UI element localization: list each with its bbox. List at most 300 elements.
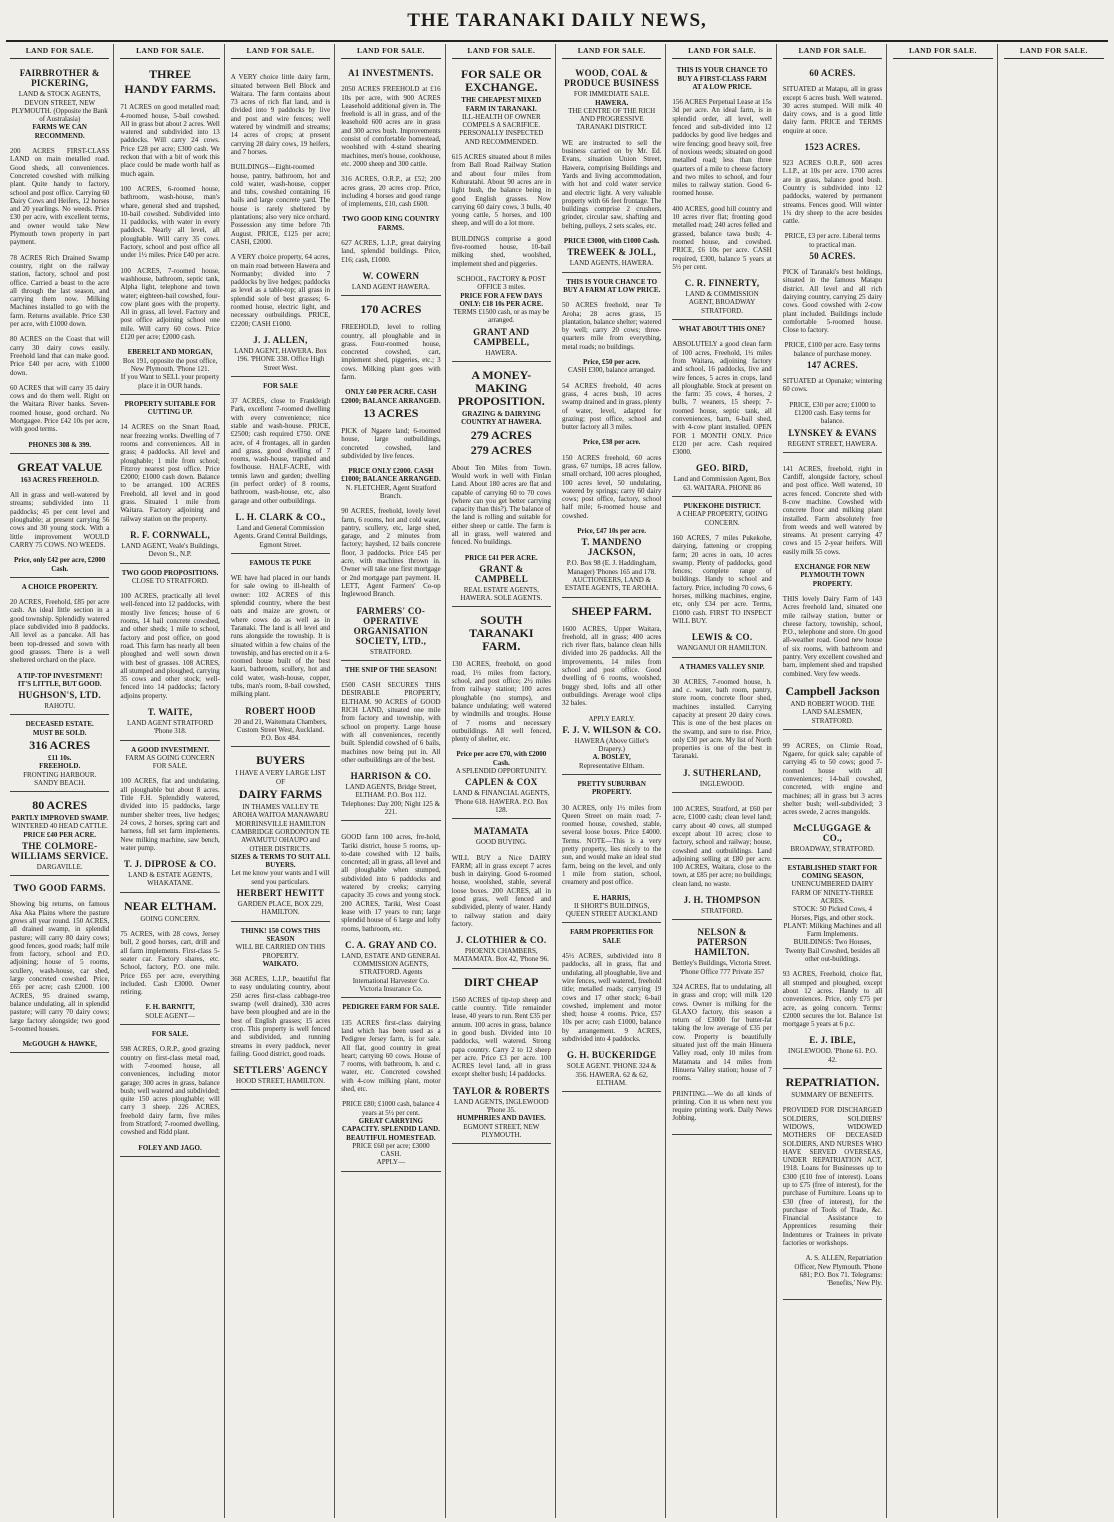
ad-headline: 170 ACRES xyxy=(360,302,422,317)
column-header: LAND FOR SALE. xyxy=(672,44,771,59)
column-7 xyxy=(668,44,776,1518)
ad-repatriation xyxy=(783,1071,882,1300)
firm-name: T. WAITE, xyxy=(147,707,193,717)
ad-your-chance xyxy=(562,275,661,598)
ad-body: A VERY choice little dairy farm, situated between Bell Block and Waitara. The farm contains about 73 acres of rich flat land, and is divided into 9 paddocks by live and post and wire fences; well watered by windmill and streams; 14 acres of crops; at present carrying 28 dairy cows, 19 heifers, and 7 horses. xyxy=(230,73,331,156)
ad-note: APPLY EARLY. xyxy=(588,714,635,723)
ad-headline: SOUTH TARANAKI FARM. xyxy=(469,613,534,654)
ad-heading: WHAT ABOUT THIS ONE? xyxy=(678,325,766,334)
ad-body: 90 ACRES, freehold, lovely level farm, 6 rooms, hot and cold water, pantry, scullery, etc, large shed, garage, and 2 minutes from factory; hayshed, 12 bails concrete floor, 3 paddocks. Price £45 per acre, with machines thrown in. Owner will take one first mortgage or 2nd mortgage part payment. H. LETT, Agent Farmers' Co-op Inglewood Branch. xyxy=(341,507,441,599)
firm-name: J. CLOTHIER & CO. xyxy=(456,935,547,946)
firm-name: LEWIS & CO. xyxy=(691,632,753,643)
ad-heading: EXCHANGE FOR NEW PLYMOUTH TOWN PROPERTY. xyxy=(794,563,871,588)
ad-body: 78 ACRES Rich Drained Swamp country, right on the railway station, factory, school and post office. Carried a beast to the acre all through the last season, and carrying them now. Milking Machines installed to go with the farm. Returns available. Price £30 per acre, with £1000 down. xyxy=(10,253,110,329)
ad-what-about xyxy=(672,322,771,497)
ad-subhead: FRONTING HARBOUR. xyxy=(23,770,97,779)
ad-subhead: FARM AS GOING CONCERN xyxy=(125,753,215,762)
ad-note: PLANT: Milking Machines and all Farm Implements. xyxy=(783,921,882,939)
ad-heading: FOR SALE xyxy=(263,381,298,390)
firm-sub: REGENT STREET, HAWERA. xyxy=(787,439,878,448)
ad-subhead: TWO GOOD KING COUNTRY FARMS. xyxy=(342,215,440,232)
firm-name: T. J. DIPROSE & CO. xyxy=(123,859,217,870)
ad-gray xyxy=(341,823,440,998)
ad-clark xyxy=(231,379,330,554)
firm-sub: 20 and 21, Waitemata Chambers, Custom Street West, Auckland. P.O. Box 484. xyxy=(234,717,327,743)
ad-headline: SHEEP FARM. xyxy=(571,603,652,618)
firm-name: HERBERT HEWITT xyxy=(236,888,325,899)
firm-sub: LAND AGENT, HAWERA. Box 196. 'PHONE 338. Office High Street West. xyxy=(234,346,327,372)
ad-body: WILL BUY a Nice DAIRY FARM; all in grass except 7 acres bush in dairying. Good 6-roomed house, woolshed, stable, several loose boxes. 200 ACRES, all in good grass, well fenced and subdivided, plenty of water. Handy to railway station and dairy factory. xyxy=(451,853,551,928)
ad-choice xyxy=(10,580,109,716)
firm-sub: WANGANUI OR HAMILTON. xyxy=(677,644,768,653)
column-9 xyxy=(889,44,997,1518)
ad-body: PICK of Ngaere land; 6-roomed house, large outbuildings, concreted cowshed, land subdivided by live fences. xyxy=(341,426,441,460)
ad-price: PRICE £3000, with £1000 Cash. xyxy=(563,237,660,246)
ad-note: APPLY— xyxy=(376,1158,406,1167)
firm-name: R. F. CORNWALL, xyxy=(130,529,211,540)
ad-nelson xyxy=(672,922,771,1134)
masthead-rule xyxy=(6,40,1108,42)
ad-subhead: UNENCUMBERED DAIRY FARM OF NINETY-THREE ACRES. xyxy=(791,880,874,905)
ad-heading: THIS IS YOUR CHANCE TO BUY A FARM AT LOW PRICE. xyxy=(563,277,661,294)
ad-money-making xyxy=(452,364,551,607)
ad-body: 923 ACRES O.R.P., 600 acres L.I.P., at 10s per acre. 1700 acres are in grass, balance good bush. Country is subdivided into 12 paddocks, watered by permanent streams. Fences good. Will winter 1¼ dry sheep to the acre besides cattle. xyxy=(782,159,883,226)
firm-name: G. H. BUCKERIDGE xyxy=(567,1050,657,1061)
ad-subhead: PERSONALLY INSPECTED AND RECOMMENDED. xyxy=(459,129,544,146)
ad-subhead: ILL-HEALTH OF OWNER COMPELS A SACRIFICE. xyxy=(461,112,541,130)
ad-heading: FOR SALE. xyxy=(151,1030,189,1039)
ad-heading: THE SNIP OF THE SEASON! xyxy=(344,665,437,674)
ad-low-price xyxy=(672,63,771,320)
column-3 xyxy=(227,44,335,1518)
firm-sub: STRATFORD. xyxy=(369,647,412,656)
firm-name: FOLEY AND JAGO. xyxy=(138,1143,202,1152)
ad-price: PRICE £41 PER ACRE. xyxy=(464,553,538,562)
firm-sub: LAND AGENTS, Bridge Street, ELTHAM. P.O. Box 112. Telephones: Day 200; Night 125 & 221. xyxy=(341,783,441,816)
firm-sub: RAHOTU. xyxy=(44,702,76,711)
ad-body: 316 ACRES, O.R.P., at £52; 200 acres grass, 20 acres crop. Price, including 4 horses and good range of implements, £10, cash £600. xyxy=(341,175,441,209)
ad-body: 100 ACRES, 6-roomed house, bathroom, wash-house, man's whare, general shed and trapshed, 10-bail cowshed. Subdivided into 11 paddocks, with water in every paddock. Nearly all level, all ploughable. Will carry 35 cows. Factory, school and post office all under 1½ miles. Price £40 per acre. xyxy=(120,184,220,260)
ad-heading: WOOD, COAL & PRODUCE BUSINESS xyxy=(564,68,660,89)
ad-headline: DIRT CHEAP xyxy=(464,974,539,989)
ad-note: BUILDINGS: Two Houses, Twenty Bail Cowshed, besides all other out-buildings. xyxy=(785,938,880,964)
ad-body: 60 ACRES that will carry 35 dairy cows and do them well. Right on the Waitara River banks. Seven-roomed house, good orchard. No Mortgagee. Price £42 10s per acre, with good terms. xyxy=(10,383,110,434)
firm-name: McCLUGGAGE & CO., xyxy=(793,823,872,844)
firm-sub: Land and General Commission Agents. Grand Central Buildings, Egmont Street. xyxy=(233,523,328,549)
ad-subhead: THE CENTRE OF THE RICH AND PROGRESSIVE TARANAKI DISTRICT. xyxy=(568,106,656,132)
ad-deceased-estate xyxy=(10,717,109,792)
ad-body: 130 ACRES, freehold, on good road, 1½ miles from factory, school, and post office; 2½ miles from railway station; 100 acres ploughable (no stumps), and balance undulating; well watered by windmills and troughs. House of 7 rooms and necessary outbuildings. All well fenced, plenty of shelter, etc. xyxy=(451,660,551,744)
ad-body: A VERY choice property, 64 acres, on main road between Hawera and Normanby; divided into 7 paddocks by live hedges; paddocks as level as a table-top; all grass in splendid sole of best grasses; 6-roomed house, electric light, and necessary outbuildings. PRICE, £2200; CASH £1000. xyxy=(230,253,331,328)
masthead-title: THE TARANAKI DAILY NEWS, xyxy=(407,10,707,31)
column-header: LAND FOR SALE. xyxy=(562,44,661,59)
ad-body: 30 ACRES, 7-roomed house, h. and c. water, bath room, pantry, store room, concrete floor shed, machines installed. Carrying capacity at present 20 dairy cows. This is one of the best places on the swamp, and sure to rise. Price, only £30 per acre. My list of North properties is one of the best in Taranaki. xyxy=(672,677,772,761)
ad-body: 99 ACRES, on Climie Road, Ngaere, for quick sale; capable of carrying 45 to 50 cows; good 7-roomed house with all conveniences; 14-bail cowshed, concreted, with engine and machines; all in grass but 3 acres shelter bush; well-subdivided; 3 acres swede, 2 acres mangolds. xyxy=(782,741,883,817)
ad-cutting-up xyxy=(120,397,219,564)
ad-near-eltham xyxy=(120,895,219,1025)
ad-body: WE have had placed in our hands for sale owing to ill-health of owner: 102 ACRES of this splendid country, where the best oats and maize are grown, or where cows do as well as in Taranaki. The land is all level and runs alongside the township. It is situated within a few chains of the township, and has erected on it a 6-roomed house built of the best kauri, bathroom, scullery, hot and cold water, wash-house, copper, tubs, man's room, 8-bail cowshed, milking plant. xyxy=(230,574,331,699)
ad-body: 1560 ACRES of tip-top sheep and cattle country. Title remainder lease, 40 years to run. Rent £35 per annum. 100 acres in grass, balance in good bush. Divided into 10 paddocks, well watered. Strong papa country. Carry 2 to 12 sheep per acre. Price £3 per acre. 100 ACRES level land, all in grass except shelter bush; 14 paddocks. xyxy=(451,995,551,1079)
ad-headline: NEAR ELTHAM. xyxy=(123,898,217,913)
ad-headline: HANDY FARMS. xyxy=(124,82,216,97)
ad-body: £500 CASH SECURES THIS DESIRABLE PROPERTY, ELTHAM. 90 ACRES of GOOD RICH LAND, situated one mile from factory and township, with school on property. Large house with all conveniences, recently built. Splendid cowshed of 6 bails, machines now being put in. All other outbuildings are of the best. xyxy=(341,681,441,764)
ad-heading: A GOOD INVESTMENT. xyxy=(131,745,210,754)
ad-allen xyxy=(231,63,330,377)
ad-body: 37 ACRES, close to Frankleigh Park, excellent 7-roomed dwelling with every convenience; nice stable and wash-house. PRICE, £2500; cash required £750. ONE acre, of 4 frontages, all in garden and grass, good dwelling of 7 rooms, wash-house, trapshed and fowlhouse. HALF-ACRE, with tennis lawn and garden; dwelling (in perfect order) of 8 rooms, bathroom, wash-house, etc, also garage and other outbuildings. xyxy=(230,397,331,505)
ad-price: Price, £50 per acre. xyxy=(582,358,641,367)
firm-sub: SOLE AGENT— xyxy=(145,1011,195,1020)
ad-established xyxy=(783,861,882,1069)
firm-sub: LAND & STOCK AGENTS, xyxy=(18,90,101,99)
ad-subhead: GRAZING & DAIRYING COUNTRY AT HAWERA. xyxy=(461,410,542,427)
firm-sub: Bettley's Buildings, Victoria Street. 'Phone Office 777 Private 357 xyxy=(672,959,772,976)
ad-note: CASH £300, balance arranged. xyxy=(568,366,656,375)
ad-subhead: A CHEAP PROPERTY, GOING CONCERN. xyxy=(676,510,768,527)
firm-name: GRANT AND CAMPBELL, xyxy=(473,326,530,347)
column-header: LAND FOR SALE. xyxy=(1004,44,1104,59)
ad-subhead: GOING CONCERN. xyxy=(140,914,200,923)
phones: PHONES 308 & 399. xyxy=(28,440,91,449)
ad-headline: 279 ACRES xyxy=(470,442,532,457)
ad-body: 400 ACRES, good hill country and 10 acres river flat; fronting good metalled road; 240 acres felled and grassed, balance tawa bush; 4-roomed house, and cowshed. PRICE, £6 10s per acre. CASH required, £300, balance 5 years at 5½ per cent. xyxy=(672,204,772,271)
ad-price: PRICE ONLY £2000. CASH £1000; BALANCE ARRANGED. xyxy=(341,467,441,484)
firm-name: F. J. V. WILSON & CO. xyxy=(562,724,662,735)
ad-heading: TWO GOOD PROPOSITIONS. xyxy=(121,568,219,577)
ad-subhead: SUMMARY OF BENEFITS. xyxy=(791,1091,874,1100)
ad-body: I HAVE A VERY LARGE LIST OF xyxy=(235,769,326,786)
ad-price: ONLY £40 PER ACRE. CASH £2000; BALANCE ARRANGED. xyxy=(341,388,441,405)
ad-heading: FAMOUS TE PUKE xyxy=(249,558,312,567)
ad-body: BUILDINGS—Eight-roomed house, pantry, bathroom, hot and cold water, wash-house, copper and tubs, cowshed containing 16 bails and large concrete yard. The house is rarely sheltered by plantations; also very nice orchard. Possession any time before 7th August. PRICE, £125 per acre; CASH, £2000. xyxy=(230,163,331,246)
column-header: LAND FOR SALE. xyxy=(10,44,109,59)
ad-body: PROVIDED FOR DISCHARGED SOLDIERS, SOLDIERS' WIDOWS, WIDOWED MOTHERS OF DECEASED SOLDIERS, AND NURSES WHO HAVE SERVED OVERSEAS, UNDER REPATRIATION ACT, 1918. Loans for Businesses up to £300 (£10 free of interest). Loans up to £75 (free of interest), for the purchase of Furniture. Loans up to £30 (free of interest), for the purchase of Tools of Trade, &c. Financial Assistance to Apprentices resuming their Indentures or Trainees in private factories or workshops. xyxy=(782,1106,883,1248)
ad-waikato xyxy=(231,924,330,1091)
firm-name: McGOUGH & HAWKE, xyxy=(22,1040,97,1049)
ad-body: All in grass and well-watered by streams; subdivided into 11 paddocks; 45 per cent level and ploughable; at present carrying 56 cows and 30 young stock. With a little improvement WOULD CARRY 75 COWS. NO WEEDS. xyxy=(10,491,110,549)
firm-sub: LAND AGENTS, HAWERA. xyxy=(569,259,654,268)
ad-body: 156 ACRES Perpetual Lease at 15s 3d per acre. An ideal farm, is in splendid order, all level, well fenced and sub-divided into 12 paddocks by good live hedges and wire fencing; good heavy soil, free of noxious weeds; situated on good metalled road; less than three quarters of a mile to cheese factory and two miles to school, and four miles to railway station. Good 6-roomed house. xyxy=(672,98,772,198)
ad-body: 75 ACRES, with 28 cows, Jersey bull, 2 good horses, cart, drill and all farm implements. First-class 5-seater car. Factory shares, etc. School, factory, P.O. one mile. Price £65 per acre, everything included. Cash £3000. Owner retiring. xyxy=(120,930,220,997)
firm-sub: HAWERA (Above Gillet's Drapery.) xyxy=(574,736,649,754)
firm-sub: STRATFORD. xyxy=(701,907,743,916)
ad-body: 160 ACRES, 7 miles Pukekohe, dairying, fattening or cropping farm; 20 acres in oats, 10 acres swamp. Plenty of paddocks, good fences; complete range of buildings. Handy to school and factory. Price, including 70 cows, 6 horses, milking machines, engine, etc, only £34 per acre. Terms, £1000 cash. FIRST TO INSPECT WILL BUY. xyxy=(672,533,772,625)
ad-price: PRICE, £3 per acre. Liberal terms to practical man. xyxy=(784,232,881,249)
firm-name: TREWEEK & JOLL, xyxy=(567,247,657,258)
firm-name: SETTLERS' AGENCY xyxy=(233,1065,328,1076)
ad-note: A. S. ALLEN, Repatriation Officer, New Plymouth. 'Phone 681; P.O. Box 71. Telegrams: 'Benefits,' New Ply. xyxy=(794,1254,883,1288)
ad-body: 150 ACRES freehold, 60 acres grass, 67 turnips, 18 acres fallow, small orchard, 100 acres ploughed, 100 acres level, 50 undulating, watered by springs; carry 60 dairy cows; post office, factory, school half mile; 6-roomed house and cowshed. xyxy=(562,453,662,520)
ad-price: PRICE £60 per acre; £3000 CASH. xyxy=(352,1141,430,1159)
ad-price: PRICE £80; £1000 cash, balance 4 years at 5½ per cent. xyxy=(342,1100,440,1117)
ad-body: GOOD farm 100 acres, fre-hold, Tariki district, house 5 rooms, up-to-date cowshed with 12 bails, concreted; all in grass, all level and all ploughable when stumped, subdivided into 6 paddocks and watered by creeks; carrying capacity 35 cows and young stock. 200 ACRES, Tariki, West Coast lease with 17 years to run; large splendid house of 6 large and lofty rooms, bathroom, etc. xyxy=(341,833,441,933)
ad-a1-investments xyxy=(341,63,440,296)
ad-body: 1600 ACRES, Upper Waitara, freehold, all in grass; 400 acres rich river flats, balance clean hills divided into 26 paddocks. All the improvements, 14 miles from school and post office. Good dwelling of 6 rooms, woolshed, buggy shed, lofts and all other outbuildings. Average wool clips 32 bales. xyxy=(562,624,662,708)
ad-body: About Ten Miles from Town. Would work in well with Finlan Land. About 180 acres are flat and capable of carrying 60 to 70 cows (where can you get better carrying capacity than this?). The balance of the land is rolling and suitable for either sheep or cattle. The farm is all in grass, well watered and fenced. No buildings. xyxy=(451,463,551,547)
ad-for-sale xyxy=(120,1027,219,1157)
ad-cardiff xyxy=(783,455,882,730)
ad-heading: ESTABLISHED START FOR COMING SEASON, xyxy=(787,863,878,881)
ad-body: BUILDINGS comprise a good five-roomed house, 10-bail milking shed, woolshed, implement shed and piggeries. xyxy=(451,234,551,268)
ad-price: Price, £38 per acre. xyxy=(582,438,641,447)
firm-sub: Land and Commission Agent, Box 63. WAITARA. PHONE 86 xyxy=(673,475,771,492)
ad-heading: THINK! 150 COWS THIS SEASON xyxy=(240,926,321,943)
firm-name: GEO. BIRD, xyxy=(695,463,749,474)
ad-body: 598 ACRES, O.R.P., good grazing country on first-class metal road, with 7-roomed house, all conveniences, including motor garage; 300 acres in grass, balance bush; well watered and subdivided; quite 150 acres ploughable; will carry 3 sheep. 226 ACRES, freehold dairy farm, five miles from Stratford; 7-roomed dwelling, cowshed and Ridd plant. xyxy=(120,1045,220,1137)
ad-thames-valley xyxy=(672,660,771,794)
firm-sub: HAWERA. xyxy=(485,348,518,357)
ad-body: THIS lovely Dairy Farm of 143 Acres freehold land, situated one mile railway station, butter or cheese factory, township, school, P.O., telephone and store. On good all-weather road. Good new house of six rooms, with bathroom and pantry. Very excellent cowshed and barn, implement shed and trapshed combined. Very few weeds. xyxy=(782,594,883,678)
ad-headline: THREE xyxy=(149,67,192,82)
column-header: LAND FOR SALE. xyxy=(452,44,551,59)
ad-headline: BUYERS xyxy=(256,753,305,768)
ad-subhead: FOR SALE. xyxy=(152,762,188,771)
firm-name: CAPLEN & COX xyxy=(464,777,538,788)
ad-subhead: SIZES & TERMS TO SUIT ALL BUYERS. xyxy=(230,852,331,870)
column-4 xyxy=(337,44,445,1518)
ad-subhead: FOR IMMEDIATE SALE. xyxy=(573,90,650,99)
ad-heading: PEDIGREE FARM FOR SALE. xyxy=(342,1003,440,1012)
ad-heading: 50 ACRES. xyxy=(809,251,856,262)
firm-sub: INGLEWOOD. xyxy=(699,779,745,788)
firm-name: Campbell Jackson xyxy=(785,683,880,698)
firm-sub: LAND AGENTS, INGLEWOOD 'Phone 35. xyxy=(453,1097,549,1115)
ad-body: 627 ACRES, L.I.P., great dairying land, splendid buildings. Price, £16; cash, £1000. xyxy=(341,239,441,264)
firm-name: FARMERS' CO-OPERATIVE ORGANISATION SOCIETY, LTD., xyxy=(353,605,429,646)
firm-name: J. SUTHERLAND, xyxy=(683,767,762,778)
ad-body: FREEHOLD, level to rolling country, all ploughable and in grass. Four-roomed house, concreted cowshed, cart, implement shed, piggeries, etc.; 3 cows. Milking plant goes with farm. xyxy=(341,323,441,382)
ad-price: Price, £47 10s per acre. xyxy=(577,527,647,536)
ad-60-acres xyxy=(783,63,882,453)
ad-headline: DAIRY FARMS xyxy=(238,787,323,802)
firm-sub: II SHORT'S BUILDINGS, QUEEN STREET AUCKLAND xyxy=(565,901,658,919)
ad-price: PRICE FOR A FEW DAYS ONLY: £18 10s PER ACRE. xyxy=(459,291,544,308)
ad-body: 30 ACRES, only 1½ miles from Queen Street on main road; 7-roomed house, cowshed, stable, several loose boxes. Price £4000. Terms. NOTE—This is a very pretty property, lies nicely to the sun, and would make an ideal stud farm, being on the level, and only 1 mile from station, school, creamery and post office. xyxy=(562,803,662,887)
firm-address: Box 191, opposite the post office, New Plymouth. 'Phone 121. xyxy=(122,356,218,373)
ad-te-puke xyxy=(231,556,330,748)
ad-body: 14 ACRES on the Smart Road, near freezing works. Dwelling of 7 rooms and conveniences. All in grass; 4 paddocks. All level and ploughable; 1 mile from school; Fitzroy nearest post office. Price £2000; £1000 cash down. Balance to be arranged. 100 ACRES Freehold, all level and in good grass. Situated 1 mile from Waitara. Factory adjoining and railway station on the property. xyxy=(120,423,220,523)
firm-name: GRANT & CAMPBELL xyxy=(474,563,528,584)
firm-sub: EGMONT STREET, NEW PLYMOUTH. xyxy=(463,1122,540,1139)
ad-body: 615 ACRES situated about 8 miles from Ball Road Railway Station and about four miles from Kohuratahi. About 90 acres are in light bush, the balance being in good English grasses. Now carrying 60 dairy cows, 3 bulls, 40 young cattle, 5 horses, and 100 sheep, and will do a lot more. xyxy=(451,153,551,228)
columns xyxy=(6,44,1108,1518)
column-header: LAND FOR SALE. xyxy=(783,44,882,59)
ad-headline: FOR SALE OR EXCHANGE. xyxy=(460,67,542,95)
firm-name: HARRISON & CO. xyxy=(350,771,432,782)
firm-name: E. HARRIS, xyxy=(593,893,631,902)
ad-heading: PRETTY SUBURBAN PROPERTY. xyxy=(577,780,646,797)
ad-body: 135 ACRES first-class dairying land which has been used as a Pedigree Jersey farm, is for sale. All flat, good country in great heart; carrying 60 cows. House of 7 rooms, with bathroom, h. and c. water, etc. Concreted cowshed with 4-cow milking plant, motor shed, etc. xyxy=(341,1018,441,1094)
column-header: LAND FOR SALE. xyxy=(341,44,440,59)
ad-good-investment xyxy=(120,743,219,893)
column-5 xyxy=(448,44,556,1518)
ad-headline: 279 ACRES xyxy=(470,427,532,442)
firm-name: ROBERT HOOD xyxy=(245,705,316,716)
firm-sub: GARDEN PLACE, BOX 229, HAMILTON. xyxy=(237,900,324,917)
ad-body: ABSOLUTELY a good clean farm of 100 acres, Freehold, 1½ miles from Waitara, adjoining factory and school, 16 paddocks, live and wire fences, 5 acres in crops, land all ploughable. Stock at present on the farm: 35 cows, 4 horses, 2 bulls, 7 weaners, 15 sheep; 7-roomed house, septic tank, all conveniences, barn, 6-bail shed, with 4-cow plant installed. OPEN FOR 1 MONTH ONLY. Price £120 per acre. Cash required £3000. xyxy=(672,340,772,457)
firm-address: DEVON STREET, NEW PLYMOUTH. (Opposite the Bank of Australasia) xyxy=(11,98,108,124)
ad-heading: 1523 ACRES. xyxy=(804,142,861,153)
ad-subhead: WILL BE CARRIED ON THIS PROPERTY. xyxy=(235,943,326,960)
firm-name: A. BOSLEY, xyxy=(592,753,631,762)
ad-south-taranaki xyxy=(452,609,551,819)
ad-snip xyxy=(341,663,440,821)
ad-headline: REPATRIATION. xyxy=(785,1075,880,1090)
firm-sub: LAND & COMMISSION AGENT, BROADWAY STRATFORD. xyxy=(685,290,759,315)
ad-subhead: FREEHOLD. xyxy=(39,762,81,771)
ad-tagline: A TIP-TOP INVESTMENT! IT'S LITTLE, BUT GOOD. xyxy=(17,671,103,688)
ad-price: Price per acre £70, with £2000 Cash. xyxy=(456,750,547,767)
ad-subhead: GREAT CARRYING CAPACITY. SPLENDID LAND. BEAUTIFUL HOMESTEAD. xyxy=(341,1116,440,1142)
ad-body: PICK of Taranaki's best holdings, situated in the famous Matapu district. All level and all rich dairying country, carrying 25 dairy cows. Good cowshed with 2-cow plant included. Buildings include comfortable 5-roomed house. Close to factory. xyxy=(782,268,883,335)
ad-body: 2050 ACRES FREEHOLD at £16 10s per acre, with 900 ACRES Leasehold additional given in. The freehold is all in grass, and of the leasehold 600 acres are in grass and 300 acres bush. Improvements consist of comfortable homestead, woolshed with 4-stand shearing machines, men's house, cookhouse, etc. 2000 sheep and 300 cattle. xyxy=(341,85,441,168)
ad-headline: GREAT VALUE xyxy=(17,459,103,474)
ad-body: 80 ACRES on the Coast that will carry 30 dairy cows easily. Freehold land that can make good. Price £40 per acre, with £1000 down. xyxy=(10,335,110,377)
ad-note: If you Want to SELL your property place it in OUR hands. xyxy=(120,373,220,390)
firm-sub: LAND & ESTATE AGENTS, WHAKATANE. xyxy=(128,871,212,888)
ad-body: 324 ACRES, flat to undulating, all in grass and crop; will milk 120 cows. Owner is milking for the GLAXO factory, this season a return of £3000 for butter-fat taking the low average of £35 per cow. Property is beautifully situated just off the main Hinuera Valley road, only 10 miles from Matamata and 14 miles from Hinuera Valley station; house of 7 rooms. xyxy=(672,982,772,1083)
ad-note: STOCK: 50 Picked Cows, 4 Horses, Pigs, and other stock. xyxy=(790,905,874,922)
ad-heading: A THAMES VALLEY SNIP. xyxy=(679,662,765,671)
ad-body: 100 ACRES, practically all level well-fenced into 12 paddocks, with mostly live fences; house of 6 rooms, 14 bail concrete cowshed, and other sheds; 1 mile to school, factory and post office, on good road. This farm has nearly all been ploughed and well sown down with best of grasses. 108 ACRES, all stumped and ploughed, carrying 35 cows and other stock; well-fenced into 14 paddocks; factory adjoins property. xyxy=(120,592,220,700)
ad-body: SITUATED at Opunake; wintering 60 cows. xyxy=(782,377,883,394)
ad-body: 100 ACRES, 7-roomed house, washhouse, bathroom, septic tank, Alpha light, telephone and town water; eighteen-bail cowshed, four-cow plant goes with the property. All in grass, all level. Factory and post office adjoining school one mile. Will carry 60 cows. Price £120 per acre; £2000 cash. xyxy=(120,266,220,342)
ad-body: 200 ACRES FIRST-CLASS LAND on main metalled road. Good sheds, all conveniences. Concreted cowshed with milking plant. Quite handy to factory, school and post office. Carrying 60 Dairy Cows and Heifers, 12 horses and 20 yearlings. No weeds. Price £30 per acre, with excellent terms, and owner would take New Plymouth town property in part payment. xyxy=(10,147,110,247)
ad-price: PRICE, £30 per acre; £1000 to £1200 cash. Easy terms for balance. xyxy=(789,400,876,426)
ad-body: 20 ACRES, Freehold, £85 per acre cash. An ideal little section in a good township. Splendidly watered place subdivided into 8 paddocks. All level as a pancake. All has been top-dressed and sown with good grasses. There is a well sheltered orchard on the place. xyxy=(10,598,110,665)
ad-headline: 80 ACRES xyxy=(32,798,88,813)
firm-sub: HOOD STREET, HAMILTON. xyxy=(236,1077,325,1086)
ad-body: WE are instructed to sell the business carried on by Mr. Ed. Evans, situation Union Street, Hawera, comprising Buildings and Yards and living accommodation, with hot and cold water service and electric light. A very valuable property with 66 feet frontage. The buildings comprise 2 crushers, grinder, circular saw, shafting and belting, pulleys, 2 sets scales, etc. xyxy=(562,138,662,230)
firm-name: J. J. ALLEN, xyxy=(253,334,308,345)
ad-headline: 13 ACRES xyxy=(363,405,419,420)
ad-subhead: CLOSE TO STRATFORD. xyxy=(131,576,209,585)
ad-heading: THIS IS YOUR CHANCE TO BUY A FIRST-CLASS FARM AT A LOW PRICE. xyxy=(676,66,768,91)
ad-subhead: GOOD BUYING. xyxy=(475,838,527,847)
ad-heading: FARMS WE CAN RECOMMEND. xyxy=(32,123,87,140)
ad-heading: PUKEKOHE DISTRICT. xyxy=(683,502,761,511)
ad-heading: DECEASED ESTATE. xyxy=(25,720,94,729)
ad-two-good-farms xyxy=(10,878,109,1053)
ad-body: 100 ACRES, Stratford, at £60 per acre, £1000 cash; clean level land; carry about 40 cows, all stumped except about 10 acres; close to factory, school and railway; house, cowshed and outbuildings. Land adjoining selling at £80 per acre. 100 ACRES, Waitara, close to the town, at £85 per acre; no buildings; clean land, no waste. xyxy=(672,805,772,888)
ad-pukekohe xyxy=(672,499,771,657)
ad-farm-properties xyxy=(562,925,661,1092)
ad-note: SCHOOL, FACTORY & POST OFFICE 3 miles. xyxy=(456,274,546,292)
ad-sheep-farm xyxy=(562,600,661,775)
ad-heading: FARM PROPERTIES FOR SALE xyxy=(570,928,654,945)
firm-sub: SOLE AGENT. 'PHONE 324 & 356. HAWERA. 62 & 62, ELTHAM. xyxy=(566,1062,657,1087)
firm-name: HUGHSON'S, LTD. xyxy=(18,690,101,701)
firm-name: HUMPHRIES AND DAVIES. xyxy=(456,1114,546,1123)
firm-sub: BROADWAY, STRATFORD. xyxy=(790,845,875,854)
column-header: LAND FOR SALE. xyxy=(231,44,330,59)
firm-sub: Representative Eltham. xyxy=(579,761,645,770)
column-2 xyxy=(116,44,224,1518)
firm-sub: LAND AGENT STRATFORD 'Phone 318. xyxy=(126,719,214,736)
ad-two-propositions xyxy=(120,566,219,741)
firm-sub: PHOENIX CHAMBERS, MATAMATA. Box 42, 'Phone 96. xyxy=(453,947,549,964)
ad-subhead: WINTERED 40 HEAD CATTLE. xyxy=(11,822,108,831)
firm-sub: P.O. Box 98 (E. J. Haddingham, Manager) 'Phones 165 and 178. AUCTIONEERS, LAND & ESTATE AGENTS, TE AROHA. xyxy=(564,559,659,593)
column-6 xyxy=(558,44,666,1518)
ad-body: Showing big returns, on famous Aka Aka Plains where the pasture grows all year round. 150 ACRES, all drained swamp, in splendid pasture; will carry 80 dairy cows; good fences, good roads; half mile from factory, school and P.O. adjoining; house of 5 rooms, scullery, wash-house, car shed, large concreted cowshed. Price, £65 per acre; cash £2000. 100 ACRES, 95 drained swamp, balance undulating, all in splendid pasture; will carry 70 dairy cows; large factory alongside; two good 5-roomed houses. xyxy=(10,900,110,1033)
ad-body: 71 ACRES on good metalled road; 4-roomed house, 5-bail cowshed. All in grass but about 2 acres. Well watered and subdivided into 13 paddocks. Will carry 24 cows. Price £28 per acre; £300 cash. We reckon that with a bit of work this place could be made worth half as much again. xyxy=(120,103,220,178)
ad-three-handy-farms xyxy=(120,63,219,395)
ad-body: 45½ ACRES, subdivided into 8 paddocks, all in grass, flat and undulating, all ploughable, live and wire fences, well watered, freehold title; metalled roads; carrying 19 cows and 17 other stock; 6-bail cowshed, implement and motor shed; house 4 rooms. Price, £57 10s per acre; cash £1000, balance by arrangement. 9 ACRES, subdivided into 4 paddocks. xyxy=(562,952,662,1044)
ad-heading: TWO GOOD FARMS. xyxy=(13,883,106,894)
firm-sub: LAND AGENT HAWERA. xyxy=(351,282,430,291)
ad-body: 54 ACRES freehold, 40 acres grass, 4 acres bush, 10 acres swamp drained and in grass, plenty of water, level, adapted for grazing; post office, school and butter factory all 3 miles. xyxy=(562,381,662,432)
ad-80-acres xyxy=(10,794,109,876)
firm-name: NELSON & PATERSON HAMILTON. xyxy=(694,927,750,958)
ad-wood-coal xyxy=(562,63,661,272)
ad-pedigree xyxy=(341,1000,440,1171)
firm-name: J. H. THOMPSON xyxy=(683,895,761,906)
ad-body: 368 ACRES, L.I.P., beautiful flat to easy undulating country, about 250 acres first-class cabbage-tree swamp (well drained), 330 acres have been ploughed and are in the best of English grasses; 15 acres crop. This property is well fenced and subdivided, and running streams in every paddock, never failing. Good district, good roads. xyxy=(230,975,331,1058)
ad-subhead: WAIKATO. xyxy=(262,959,299,968)
column-header: LAND FOR SALE. xyxy=(120,44,219,59)
ad-heading: 60 ACRES. xyxy=(809,68,856,79)
ad-heading: 147 ACRES. xyxy=(806,360,858,371)
ad-subhead: SANDY BEACH. xyxy=(34,778,86,787)
ad-dirt-cheap xyxy=(452,971,551,1144)
column-1 xyxy=(6,44,114,1518)
ad-subhead: HAWERA. xyxy=(595,98,629,107)
firm-sub: AND ROBERT WOOD. THE LAND SALESMEN, STRATFORD. xyxy=(790,699,875,725)
ad-price: £11 10s. xyxy=(48,754,72,762)
ad-heading: A1 INVESTMENTS. xyxy=(348,68,434,79)
ad-ngaere xyxy=(783,732,882,859)
ad-price: PRICE, £100 per acre. Easy terms balance of purchase money. xyxy=(784,341,881,358)
firm-name: F. H. BARNITT, xyxy=(145,1003,195,1012)
ad-headline: 316 ACRES xyxy=(29,738,91,752)
ad-note: Let me know your wants and I will send you particulars. xyxy=(231,869,330,886)
ad-headline: A MONEY-MAKING PROPOSITION. xyxy=(457,368,545,409)
firm-sub: LAND AGENT, Veale's Buildings, Devon St., N.P. xyxy=(121,541,219,559)
ad-fairbrother xyxy=(10,63,109,454)
ad-subhead: 163 ACRES FREEHOLD. xyxy=(20,475,99,484)
ad-price: Price, only £42 per acre, £2000 Cash. xyxy=(14,556,106,573)
column-header: LAND FOR SALE. xyxy=(893,44,992,59)
ad-buyers xyxy=(231,749,330,921)
ad-body: 141 ACRES, freehold, right in Cardiff, alongside factory, school and post office. Well watered, 10 acres fenced. Concrete shed with 8-cow machine. Cowshed with concrete floor and milking plant installed. Farm absolutely free from weeds and well watered by streams. At present carrying 47 cows and 15 2-year heifers. Will easily milk 55 cows. xyxy=(782,464,883,556)
ad-subhead: MUST BE SOLD. xyxy=(32,728,87,737)
ad-great-value xyxy=(10,456,109,578)
firm-name: L. H. CLARK & CO., xyxy=(235,511,326,522)
ad-price: PRICE £40 PER ACRE. xyxy=(23,830,97,839)
ad-note: PRINTING.—We do all kinds of printing. Con it us when next you require printing work. Daily News Jobbing. xyxy=(672,1089,772,1123)
firm-name: EBERELT AND MORGAN, xyxy=(127,348,213,357)
firm-sub: INGLEWOOD. 'Phone 61. P.O. 42. xyxy=(788,1047,877,1064)
firm-sub: DARGAVILLE. xyxy=(36,863,83,872)
ad-heading: A CHOICE PROPERTY. xyxy=(21,582,98,591)
ad-suburban xyxy=(562,777,661,923)
ad-body: IN THAMES VALLEY TE AROHA WAITOA MANAWARU MORRINSVILLE HAMILTON CAMBRIDGE GORDONTON TE AWAMUTU OHAUPO and OTHER DISTRICTS. xyxy=(231,803,330,853)
firm-name: TAYLOR & ROBERTS xyxy=(453,1085,550,1096)
ad-exchange xyxy=(452,63,551,362)
firm-sub: LAND & FINANCIAL AGENTS, 'Phone 618. HAWERA. P.O. Box 128. xyxy=(453,789,550,814)
firm-name: C. A. GRAY AND CO. xyxy=(345,939,437,950)
ad-170-acres xyxy=(341,298,440,661)
ad-body: 100 ACRES, flat and undulating, all ploughable but about 8 acres. Title F.H. Splendidly watered, divided into 15 paddocks, large number shelter trees, live hedges; 24 cows, 2 horses, spring cart and harness, full set farm implements. New milking machine, saw bench, water pump. xyxy=(120,777,220,852)
ad-note: TERMS £1500 cash, or as may be arranged. xyxy=(453,308,550,325)
ad-subhead: A SPLENDID OPPORTUNITY. xyxy=(455,767,547,776)
ad-subhead: PARTLY IMPROVED SWAMP. xyxy=(11,814,109,823)
firm-name: C. R. FINNERTY, xyxy=(684,278,760,289)
column-10 xyxy=(1000,44,1108,1518)
ad-heading: PROPERTY SUITABLE FOR CUTTING UP. xyxy=(124,399,216,417)
firm-name: FAIRBROTHER & PICKERING, xyxy=(19,68,100,89)
ad-body: 93 ACRES, Freehold, choice flat, all stumped and ploughed, except about 12 acres. Handy to all conveniences. Price, only £75 per acre, as going concern. Terms: £2000 secures the lot. Balance 1st mortgage 5 years at 6 p.c. xyxy=(782,970,883,1029)
